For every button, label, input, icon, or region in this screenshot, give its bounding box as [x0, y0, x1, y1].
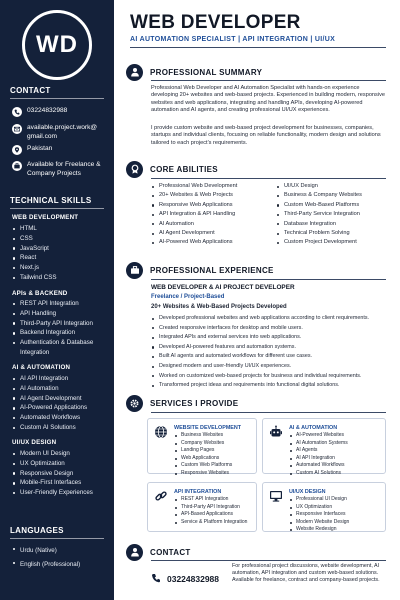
experience-item: Created responsive interfaces for desktop and mobile users. — [151, 324, 390, 334]
skill-group-title: UI/UX DESIGN — [12, 439, 57, 446]
robot-icon — [269, 425, 283, 444]
service-list — [174, 432, 232, 478]
skill-list-ai — [12, 374, 108, 433]
ability-item: Database Integration — [276, 220, 396, 229]
skill-item: Authentication & Database Integration — [12, 338, 108, 358]
job-note: 20+ Websites & Web-Based Projects Developed — [151, 304, 287, 310]
experience-item: Transformed project ideas and requirements into functional digital solutions. — [151, 381, 390, 391]
contact-phone-text: 03224832988 — [27, 107, 68, 114]
contact-email[interactable] — [12, 123, 108, 141]
phone-icon — [12, 107, 22, 117]
skill-item: API Handling — [12, 309, 108, 319]
service-item: Landing Pages — [174, 447, 232, 455]
divider — [151, 80, 386, 81]
experience-item: Built AI agents and automated workflows for different use cases. — [151, 352, 390, 362]
section-title: CONTACT — [150, 547, 191, 557]
service-item: Business Websites — [174, 432, 232, 440]
logo-initials: WD — [36, 31, 78, 58]
skill-group-title: WEB DEVELOPMENT — [12, 214, 79, 221]
service-item: Responsive Interfaces — [289, 511, 349, 519]
service-item: Company Websites — [174, 440, 232, 448]
section-title: PROFESSIONAL SUMMARY — [150, 67, 263, 77]
skill-item: CSS — [12, 234, 108, 244]
person-icon — [126, 64, 143, 81]
ability-item: Responsive Web Applications — [151, 201, 273, 210]
sidebar — [0, 0, 114, 600]
contact-availability-text: Available for Freelance & Company Projects — [27, 161, 101, 177]
skill-list-apis — [12, 299, 108, 358]
skill-list-uiux — [12, 449, 108, 498]
service-item: Service & Platform Integration — [174, 519, 247, 527]
job-type: Freelance / Project-Based — [151, 294, 225, 300]
service-item: Custom AI Solutions — [289, 470, 348, 478]
skill-group-title: APIs & BACKEND — [12, 290, 68, 297]
contact-location — [12, 144, 108, 155]
skill-item: AI Agent Development — [12, 394, 108, 404]
languages-heading: LANGUAGES — [10, 526, 104, 539]
skill-item: Backend Integration — [12, 328, 108, 338]
experience-item: Developed AI-powered features and automation systems. — [151, 343, 390, 353]
service-item: Custom Web Platforms — [174, 462, 232, 470]
language-item: Urdu (Native) — [12, 544, 108, 558]
skill-item: AI-Powered Applications — [12, 403, 108, 413]
ability-item: AI-Powered Web Applications — [151, 238, 273, 247]
language-item: English (Professional) — [12, 558, 108, 572]
service-item: API-Based Applications — [174, 511, 247, 519]
service-card-uiux — [262, 482, 386, 532]
contact-location-text: Pakistan — [27, 145, 53, 152]
skill-item: JavaScript — [12, 244, 108, 254]
section-summary-header — [126, 63, 386, 81]
link-icon — [154, 489, 168, 508]
contact-description: For professional project discussions, website development, AI automation, API integration and custom web-based solutions. Available for freelance, contract and company-based projects. — [232, 563, 380, 584]
service-item: Modern Website Design — [289, 519, 349, 527]
skill-item: User-Friendly Experiences — [12, 488, 108, 498]
language-list — [12, 544, 108, 572]
experience-item: Integrated APIs and external services into web applications. — [151, 333, 390, 343]
abilities-list-left — [151, 182, 273, 248]
contact-phone-number[interactable]: 03224832988 — [167, 574, 220, 584]
section-title: SERVICES I PROVIDE — [150, 398, 239, 408]
role-subtitle: AI AUTOMATION SPECIALIST | API INTEGRATION | UI/UX — [130, 36, 336, 43]
abilities-list-right — [276, 182, 396, 248]
contact-availability — [12, 160, 108, 178]
experience-item: Worked on customized web-based projects for business and individual requirements. — [151, 372, 390, 382]
phone-icon — [151, 570, 161, 588]
page-title: WEB DEVELOPER — [130, 12, 301, 33]
ability-item: Custom Web-Based Platforms — [276, 201, 396, 210]
section-title: PROFESSIONAL EXPERIENCE — [150, 265, 274, 275]
service-title: AI & AUTOMATION — [289, 425, 338, 431]
service-card-ai — [262, 418, 386, 474]
divider — [151, 560, 386, 561]
skill-item: Next.js — [12, 263, 108, 273]
service-item: Professional UI Design — [289, 496, 349, 504]
skill-item: HTML — [12, 224, 108, 234]
skill-item: Mobile-First Interfaces — [12, 478, 108, 488]
section-title: CORE ABILITIES — [150, 164, 218, 174]
contact-heading: CONTACT — [10, 86, 104, 99]
divider — [130, 47, 386, 48]
service-item: AI Agents — [289, 447, 348, 455]
briefcase-icon — [126, 262, 143, 279]
contact-phone — [12, 106, 108, 117]
service-item: AI-Powered Websites — [289, 432, 348, 440]
service-title: API INTEGRATION — [174, 489, 222, 495]
skill-item: Responsive Design — [12, 469, 108, 479]
service-title: UI/UX DESIGN — [289, 489, 326, 495]
skill-item: REST API Integration — [12, 299, 108, 309]
ability-item: Professional Web Development — [151, 182, 273, 191]
gear-icon — [126, 395, 143, 412]
skill-item: Modern UI Design — [12, 449, 108, 459]
skill-item: AI API Integration — [12, 374, 108, 384]
location-icon — [12, 145, 22, 155]
service-item: UX Optimization — [289, 504, 349, 512]
service-card-api — [147, 482, 257, 532]
summary-paragraph: Professional Web Developer and AI Automation Specialist with hands-on experience developing 20+ websites and web-based projects. Experienced in building modern, responsive websites and web applications, integrating and handling APIs, developing AI-powered automation and AI agents, and creating professional UI/UX experiences. — [151, 85, 385, 114]
service-card-web — [147, 418, 257, 474]
summary-paragraph: I provide custom website and web-based project development for businesses, companies, startups and individual clients, focusing on reliable functionality, modern design and solutions tailored to each project's requirements. — [151, 125, 381, 146]
service-list — [289, 496, 349, 534]
experience-item: Designed modern and user-friendly UI/UX experiences. — [151, 362, 390, 372]
service-item: REST API Integration — [174, 496, 247, 504]
person-icon — [126, 544, 143, 561]
skill-list-web — [12, 224, 108, 283]
service-list — [289, 432, 348, 478]
service-item: Website Redesign — [289, 526, 349, 534]
ability-item: Custom Project Development — [276, 238, 396, 247]
divider — [151, 178, 386, 179]
ability-item: Business & Company Websites — [276, 191, 396, 200]
service-title: WEBSITE DEVELOPMENT — [174, 425, 242, 431]
ability-item: 20+ Websites & Web Projects — [151, 191, 273, 200]
skill-group-title: AI & AUTOMATION — [12, 364, 71, 371]
service-item: Third-Party API Integration — [174, 504, 247, 512]
experience-item: Developed professional websites and web applications according to client requirements. — [151, 314, 390, 324]
skill-item: Custom AI Solutions — [12, 423, 108, 433]
skills-heading: TECHNICAL SKILLS — [10, 196, 104, 209]
service-item: Web Applications — [174, 455, 232, 463]
ability-item: API Integration & API Handling — [151, 210, 273, 219]
job-title: WEB DEVELOPER & AI PROJECT DEVELOPER — [151, 284, 295, 291]
main-content — [114, 0, 400, 600]
service-item: Responsive Websites — [174, 470, 232, 478]
service-item: AI API Integration — [289, 455, 348, 463]
ability-item: Technical Problem Solving — [276, 229, 396, 238]
section-contact-header — [126, 543, 386, 561]
ability-item: Third-Party Service Integration — [276, 210, 396, 219]
section-abilities-header — [126, 160, 386, 178]
email-icon — [12, 124, 22, 134]
divider — [151, 279, 386, 280]
logo — [22, 10, 92, 80]
section-experience-header — [126, 261, 386, 279]
contact-email-text[interactable]: available.project.work@ gmail.com — [27, 124, 98, 140]
experience-list — [151, 314, 390, 391]
contact-phone-block[interactable] — [151, 570, 219, 588]
service-item: Automated Workflows — [289, 462, 348, 470]
skill-item: Automated Workflows — [12, 413, 108, 423]
service-list — [174, 496, 247, 526]
ability-item: UI/UX Design — [276, 182, 396, 191]
monitor-icon — [269, 489, 283, 508]
ability-item: AI Automation — [151, 220, 273, 229]
divider — [151, 412, 386, 413]
ability-item: AI Agent Development — [151, 229, 273, 238]
section-services-header — [126, 394, 386, 412]
medal-icon — [126, 161, 143, 178]
briefcase-icon — [12, 161, 22, 171]
globe-icon — [154, 425, 168, 444]
skill-item: UX Optimization — [12, 459, 108, 469]
skill-item: AI Automation — [12, 384, 108, 394]
skill-item: React — [12, 253, 108, 263]
skill-item: Tailwind CSS — [12, 273, 108, 283]
skill-item: Third-Party API Integration — [12, 319, 108, 329]
service-item: AI Automation Systems — [289, 440, 348, 448]
